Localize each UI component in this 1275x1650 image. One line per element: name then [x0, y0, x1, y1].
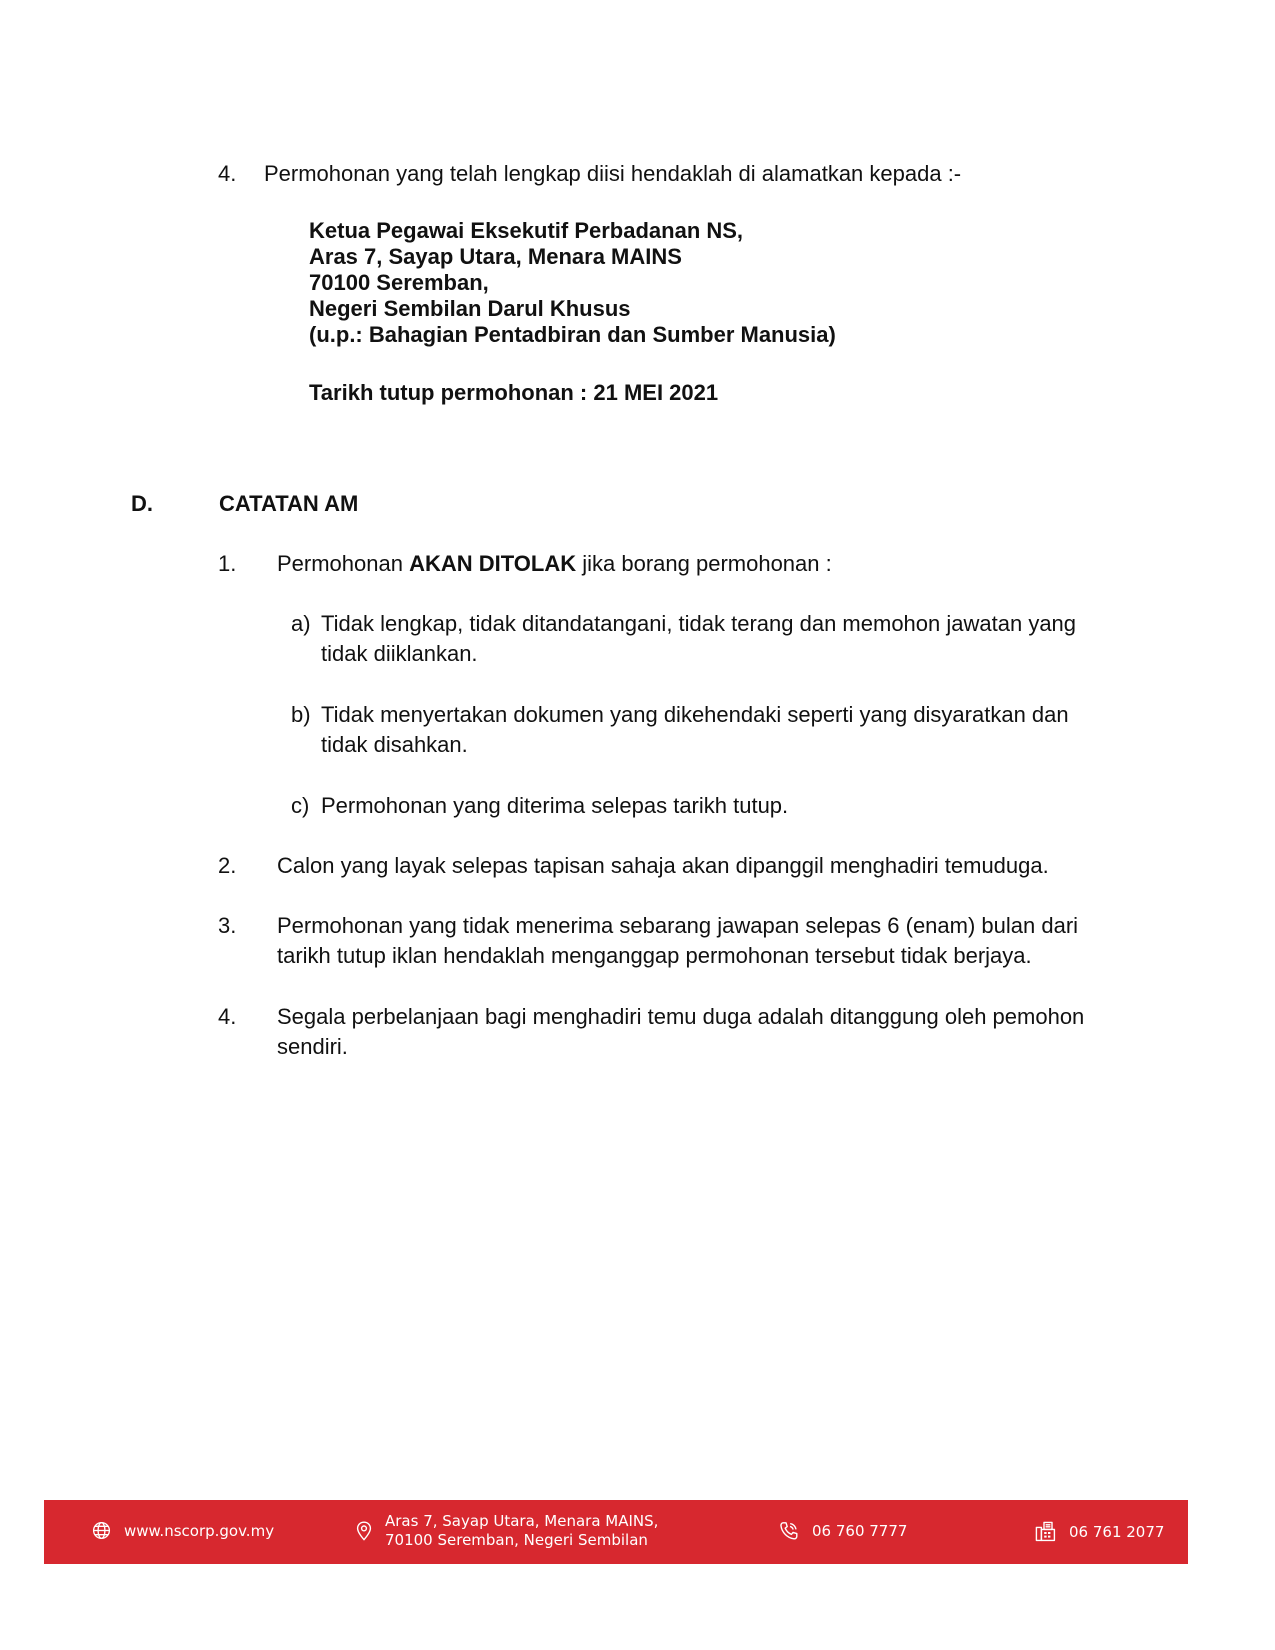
sub-item-text: Permohonan yang diterima selepas tarikh tutup.	[321, 793, 789, 818]
section-letter: D.	[131, 491, 153, 516]
phone-icon	[779, 1521, 799, 1541]
item-text: tarikh tutup iklan hendaklah menganggap permohonan tersebut tidak berjaya.	[277, 943, 1032, 968]
item-text-suffix: jika borang permohonan :	[576, 551, 832, 576]
section-title: CATATAN AM	[219, 491, 359, 516]
item-number: 3.	[218, 913, 237, 938]
sub-item-text: Tidak menyertakan dokumen yang dikehendaki seperti yang disyaratkan dan	[321, 702, 1069, 727]
item-text: sendiri.	[277, 1034, 348, 1059]
footer-fax	[1035, 1521, 1164, 1542]
sub-item-label: b)	[291, 702, 311, 727]
item-text: Permohonan yang telah lengkap diisi hendaklah di alamatkan kepada :-	[264, 161, 962, 186]
item-text-emphasis: AKAN DITOLAK	[409, 551, 577, 576]
item-number: 1.	[218, 551, 237, 576]
phone-number[interactable]: 06 760 7777	[812, 1522, 908, 1540]
sub-item-text: Tidak lengkap, tidak ditandatangani, tidak terang dan memohon jawatan yang	[321, 611, 1077, 636]
website-link[interactable]: www.nscorp.gov.my	[124, 1521, 275, 1540]
sub-item-label: a)	[291, 611, 311, 636]
fax-icon	[1035, 1521, 1056, 1542]
address-line-3: 70100 Seremban,	[309, 270, 489, 295]
item-text-prefix: Permohonan	[277, 551, 410, 576]
location-pin-icon	[356, 1521, 372, 1541]
closing-date: Tarikh tutup permohonan : 21 MEI 2021	[309, 380, 719, 405]
footer-address-line-2: 70100 Seremban, Negeri Sembilan	[385, 1531, 648, 1549]
sub-item-text: tidak diiklankan.	[321, 641, 478, 666]
item-number: 2.	[218, 853, 237, 878]
footer-address-line-1: Aras 7, Sayap Utara, Menara MAINS,	[385, 1512, 659, 1530]
address-line-4: Negeri Sembilan Darul Khusus	[309, 296, 631, 321]
item-text: Segala perbelanjaan bagi menghadiri temu duga adalah ditanggung oleh pemohon	[277, 1004, 1085, 1029]
item-text: Permohonan yang tidak menerima sebarang jawapan selepas 6 (enam) bulan dari	[277, 913, 1079, 938]
sub-item-text: tidak disahkan.	[321, 732, 468, 757]
item-text: Calon yang layak selepas tapisan sahaja akan dipanggil menghadiri temuduga.	[277, 853, 1049, 878]
address-line-2: Aras 7, Sayap Utara, Menara MAINS	[309, 244, 682, 269]
item-text	[277, 549, 832, 579]
fax-number: 06 761 2077	[1069, 1522, 1165, 1541]
address-line-5: (u.p.: Bahagian Pentadbiran dan Sumber Manusia)	[309, 322, 836, 347]
item-number: 4.	[218, 161, 237, 186]
footer-phone[interactable]	[779, 1521, 907, 1541]
globe-icon	[92, 1521, 111, 1540]
address-line-1: Ketua Pegawai Eksekutif Perbadanan NS,	[309, 218, 744, 243]
footer-website[interactable]	[92, 1521, 274, 1540]
footer-address	[356, 1512, 658, 1550]
item-number: 4.	[218, 1004, 237, 1029]
sub-item-label: c)	[291, 793, 310, 818]
footer-bar	[44, 1500, 1188, 1564]
